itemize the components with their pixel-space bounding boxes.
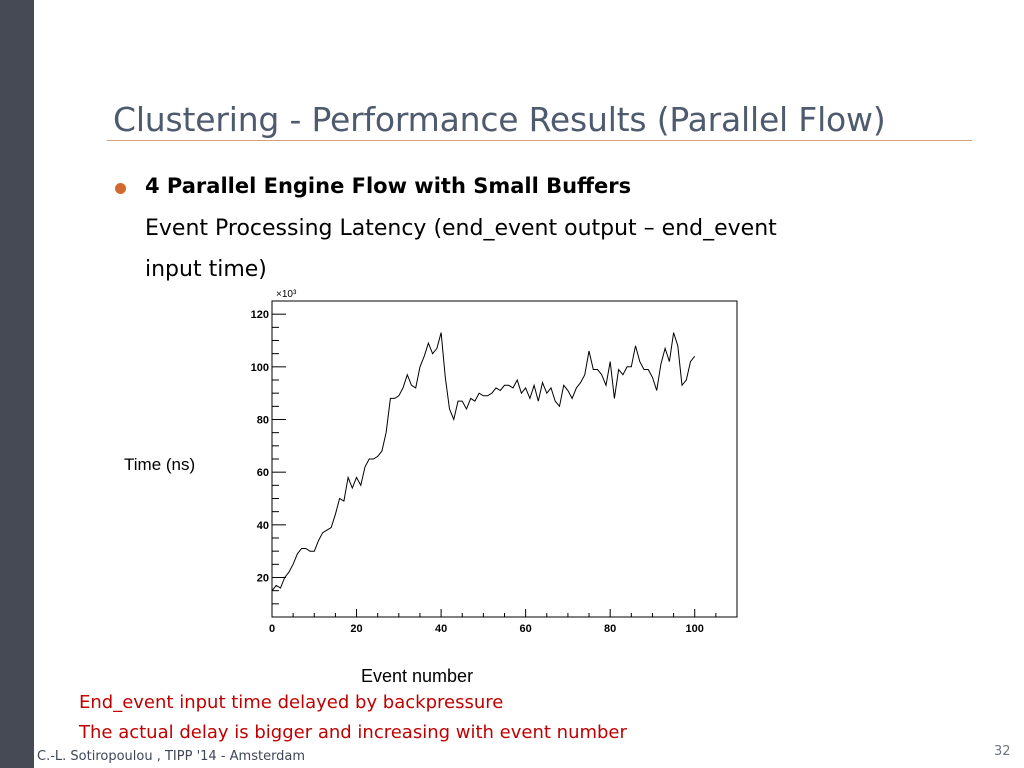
series-line — [272, 333, 695, 591]
note-actual-delay: The actual delay is bigger and increasing with event number — [79, 722, 627, 743]
y-tick-label: 100 — [250, 361, 269, 374]
y-tick-label: 120 — [250, 309, 269, 322]
footer-citation: C.-L. Sotiropoulou , TIPP '14 - Amsterdam — [37, 749, 306, 764]
plot-frame — [272, 301, 737, 617]
y-tick-label: 40 — [256, 519, 269, 532]
note-backpressure: End_event input time delayed by backpressure — [79, 692, 504, 713]
y-tick-label: 60 — [256, 467, 269, 480]
y-axis-multiplier: ×10³ — [276, 289, 297, 300]
bullet-text-line-1: Event Processing Latency (end_event output – end_event — [145, 216, 777, 241]
y-tick-label: 80 — [256, 414, 269, 427]
title-divider — [107, 140, 972, 141]
x-tick-label: 20 — [350, 623, 363, 635]
x-tick-label: 80 — [604, 623, 617, 635]
x-tick-label: 60 — [519, 623, 532, 635]
sidebar-bar — [0, 0, 34, 768]
bullet-heading: 4 Parallel Engine Flow with Small Buffers — [145, 174, 632, 198]
bullet-marker — [115, 183, 126, 194]
latency-chart — [236, 280, 746, 640]
bullet-text-line-2: input time) — [145, 257, 267, 282]
x-tick-label: 100 — [685, 623, 704, 635]
x-tick-label: 0 — [268, 623, 276, 635]
page-number: 32 — [994, 744, 1011, 759]
slide-title: Clustering - Performance Results (Parallel Flow) — [113, 100, 886, 139]
y-axis-label: Time (ns) — [124, 455, 196, 474]
y-tick-label: 20 — [256, 572, 269, 585]
x-tick-label: 40 — [434, 623, 448, 635]
x-axis-label: Event number — [361, 666, 474, 686]
